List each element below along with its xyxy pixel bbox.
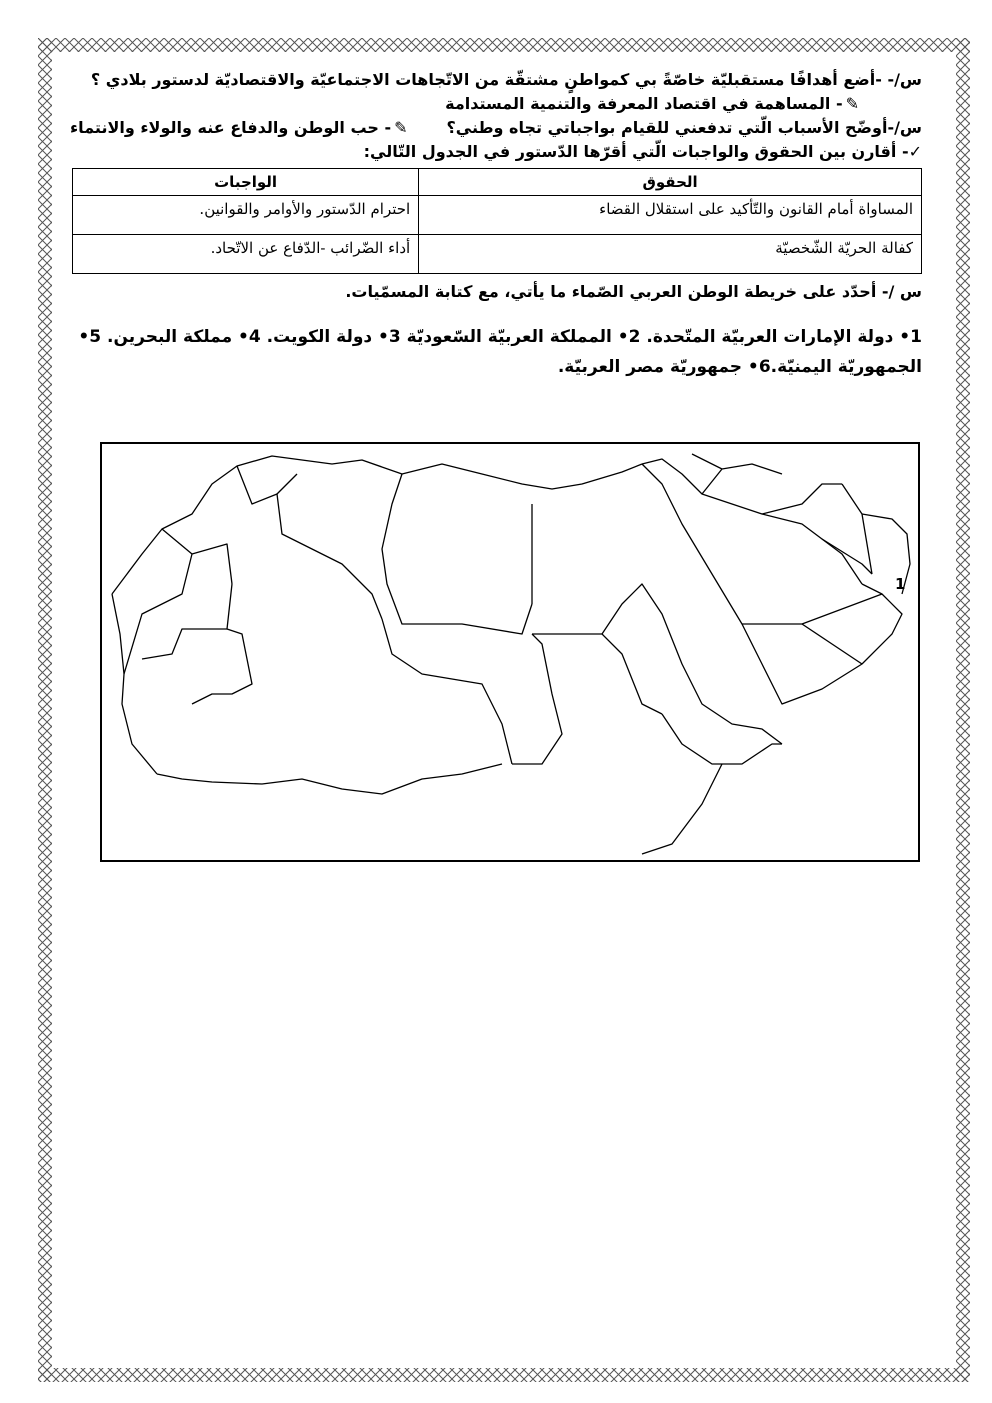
country-list-line-1: 1• دولة الإمارات العربيّة المتّحدة. 2• المملكة العربيّة السّعوديّة 3• دولة الكويت. 4• مملكة البحرين. 5• <box>78 327 922 347</box>
rights-cell: كفالة الحريّة الشّخصيّة <box>419 235 922 274</box>
pen-icon: ✎ <box>845 94 859 113</box>
answer-2 <box>70 116 411 140</box>
question-4: س /- أحدّد على خريطة الوطن العربي الصّماء ما يأتي، مع كتابة المسمّيات. <box>345 282 922 301</box>
question-1: س/- -أضع أهدافًا مستقبليّة خاصّةً بي كمواطنٍ مشتقّة من الاتّجاهات الاجتماعيّة والاقتصاديّة لدستور بلادي ؟ <box>90 70 922 89</box>
map-outline-icon <box>102 444 918 860</box>
country-list-line-2: الجمهوريّة اليمنيّة.6• جمهوريّة مصر العربيّة. <box>557 357 922 377</box>
table-row <box>73 196 922 235</box>
answer-1 <box>70 92 922 116</box>
duties-cell: أداء الضّرائب -الدّفاع عن الاتّحاد. <box>73 235 419 274</box>
question-3 <box>70 140 922 164</box>
country-list <box>70 322 922 382</box>
rights-header: الحقوق <box>419 169 922 196</box>
question-3-text: - أقارن بين الحقوق والواجبات الّتي أقرّها الدّستور في الجدول التّالي: <box>363 142 909 161</box>
duties-cell: احترام الدّستور والأوامر والقوانين. <box>73 196 419 235</box>
pen-icon: ✎ <box>394 118 408 137</box>
question-2 <box>70 116 922 140</box>
check-icon: ✓ <box>908 142 922 161</box>
arab-world-blank-map <box>100 442 920 862</box>
worksheet-content <box>70 68 922 382</box>
question-2-text: س/-أوضّح الأسباب الّتي تدفعني للقيام بواجباتي تجاه وطني؟ <box>446 118 922 137</box>
table-header-row <box>73 169 922 196</box>
rights-duties-table <box>72 168 922 274</box>
table-row <box>73 235 922 274</box>
answer-2-text: - حب الوطن والدفاع عنه والولاء والانتماء <box>70 118 392 137</box>
duties-header: الواجبات <box>73 169 419 196</box>
map-marker-1: 1 <box>895 575 906 593</box>
rights-cell: المساواة أمام القانون والتّأكيد على استقلال القضاء <box>419 196 922 235</box>
answer-1-text: - المساهمة في اقتصاد المعرفة والتنمية المستدامة <box>445 94 843 113</box>
